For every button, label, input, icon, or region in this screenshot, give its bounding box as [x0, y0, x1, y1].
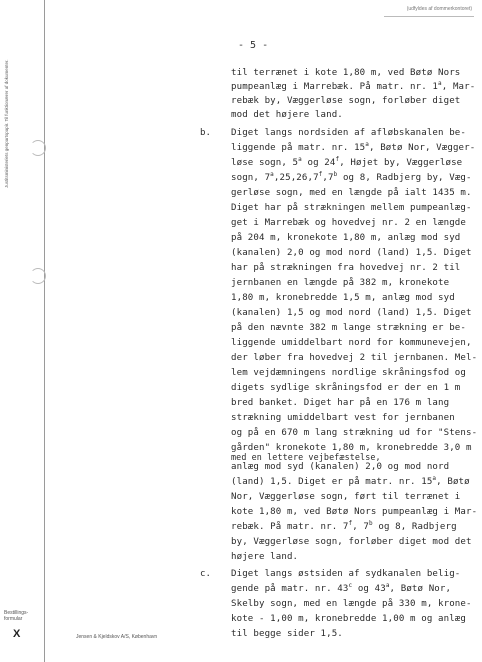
top-header-rule	[384, 16, 474, 17]
text-line: lem vejdæmningens nordlige skråningsfod og	[231, 368, 466, 378]
text-line: til terrænet i kote 1,80 m, ved Bøtø Nors	[231, 68, 461, 78]
footer-form-label	[4, 610, 28, 622]
text-line: rebæk by, Væggerløse sogn, forløber diget	[231, 96, 461, 106]
text-line: Diget langs nordsiden af afløbskanalen be-	[231, 128, 466, 138]
text-line: kote - 1,00 m, kronebredde 1,00 m og anlæg	[231, 614, 466, 624]
text-line: gården" kronekote 1,80 m, kronebredde 3,0 m	[231, 443, 472, 453]
text-line: by, Væggerløse sogn, forløber diget mod det	[231, 537, 472, 547]
punch-hole-mark	[30, 140, 46, 156]
text-line: liggende på matr. nr. 15$^a$, Bøtø Nor, Vægger-	[231, 141, 476, 153]
text-line: (kanalen) 1,5 og mod nord (land) 1,5. Diget	[231, 308, 472, 318]
text-line: (kanalen) 2,0 og mod nord (land) 1,5. Diget	[231, 248, 472, 258]
top-header-note: (udfyldes af dommerkontoret)	[406, 6, 472, 12]
text-line-inserted: med en lettere vejbefæstelse,	[231, 452, 381, 462]
footer-form-label-line: Bestillings-	[4, 610, 29, 616]
text-line: strækning umiddelbart vest for jernbanen	[231, 413, 455, 423]
text-line: på 204 m, kronekote 1,80 m, anlæg mod syd	[231, 233, 461, 243]
text-line: 1,80 m, kronebredde 1,5 m, anlæg mod syd	[231, 293, 455, 303]
text-line: Skelby sogn, med en længde på 330 m, krone-	[231, 599, 472, 609]
section-marker-c: c.	[200, 569, 211, 579]
text-line: har på strækningen fra hovedvej nr. 2 til	[231, 263, 461, 273]
text-line: og på en 670 m lang strækning ud for "Stens-	[231, 428, 478, 438]
text-line: gerløse sogn, med en længde på ialt 1435 m.	[231, 188, 472, 198]
margin-vertical-note: Justitsministeriets genpartspapir. Til funktionærer af dokumenter.	[4, 59, 9, 188]
text-line: der løber fra hovedvej 2 til jernbanen. Mel-	[231, 353, 478, 363]
margin-line	[44, 0, 45, 662]
text-line: bred banket. Diget har på en 176 m lang	[231, 398, 450, 408]
text-line: løse sogn, 5$^a$ og 24$^f$, Højet by, Væggerløse	[231, 156, 463, 168]
text-line: rebæk. På matr. nr. 7$^f$, 7$^b$ og 8, Radbjerg	[231, 520, 457, 532]
footer-form-mark: X	[13, 628, 21, 640]
punch-hole-mark	[30, 268, 46, 284]
section-marker-b: b.	[200, 128, 211, 138]
text-line: get i Marrebæk og hovedvej nr. 2 en længde	[231, 218, 466, 228]
text-line: gende på matr. nr. 43$^c$ og 43$^a$, Bøtø Nor,	[231, 582, 452, 594]
text-line: pumpeanlæg i Marrebæk. På matr. nr. 1$^a$, Mar-	[231, 80, 476, 92]
text-line: liggende umiddelbart nord for kommunevejen,	[231, 338, 472, 348]
text-line: højere land.	[231, 552, 299, 562]
text-line: jernbanen en længde på 382 m, kronekote	[231, 278, 450, 288]
text-line: sogn, 7$^a$,25,26,7$^f$,7$^b$ og 8, Radbjerg by, Væg-	[231, 171, 472, 183]
page-number: - 5 -	[238, 40, 269, 51]
text-line: til begge sider 1,5.	[231, 629, 343, 639]
text-line: Nor, Væggerløse sogn, ført til terrænet i	[231, 492, 461, 502]
text-line: mod det højere land.	[231, 110, 343, 120]
text-line: (land) 1,5. Diget er på matr. nr. 15$^a$, Bøtø	[231, 475, 470, 487]
text-line: Diget langs østsiden af sydkanalen belig-	[231, 569, 461, 579]
text-line: digets sydlige skråningsfod er der en 1 m	[231, 383, 461, 393]
text-line: på den nævnte 382 m lange strækning er be-	[231, 323, 466, 333]
text-line: kote 1,80 m, ved Bøtø Nors pumpeanlæg i Mar-	[231, 507, 478, 517]
text-line: anlæg mod syd (kanalen) 2,0 og mod nord	[231, 462, 450, 472]
footer-printer: Jensen & Kjeldskov A/S, København	[76, 634, 158, 640]
footer-form-label-line: formular	[4, 616, 23, 622]
text-line: Diget har på strækningen mellem pumpeanlæg-	[231, 203, 472, 213]
